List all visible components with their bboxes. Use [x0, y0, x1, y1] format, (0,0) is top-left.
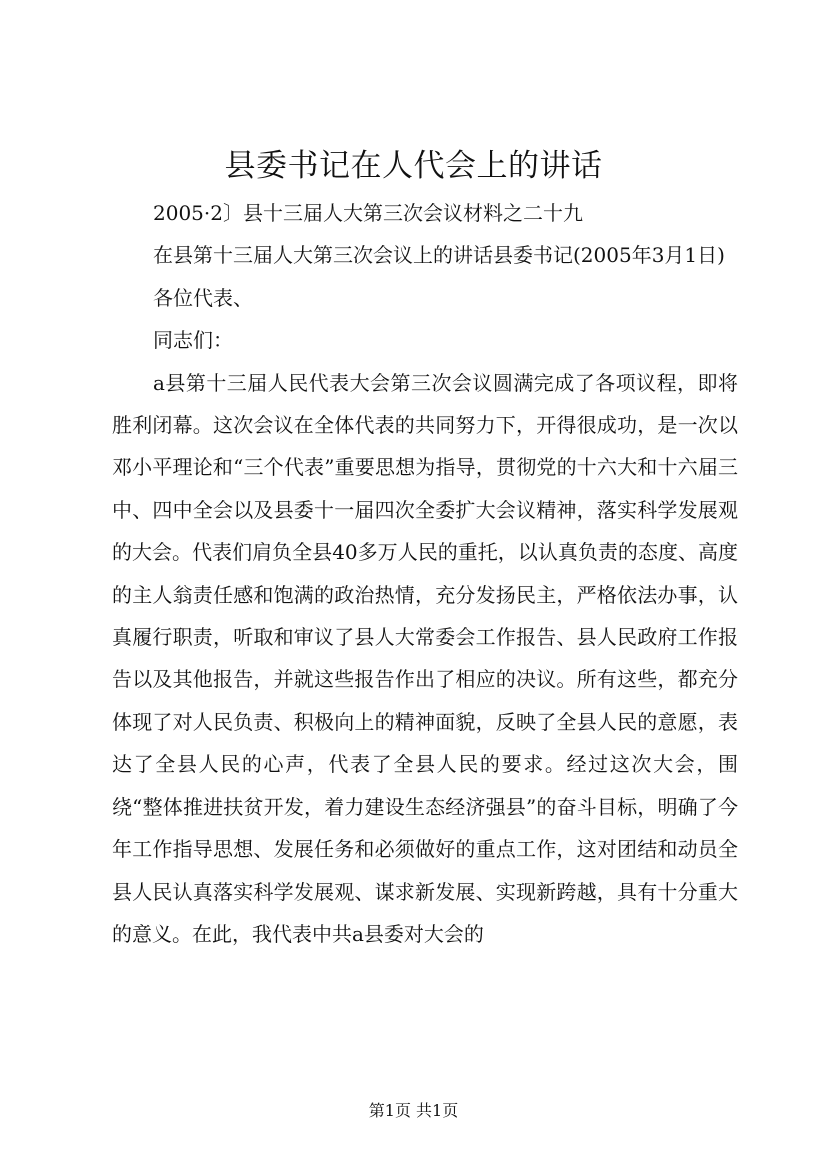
paragraph-salutation-delegates: 各位代表、 [153, 285, 253, 310]
paragraph-speech-heading: 在县第十三届人大第三次会议上的讲话县委书记(2005年3月1日) [153, 243, 725, 268]
document-body [112, 192, 738, 955]
paragraph-main-text: a县第十三届人民代表大会第三次会议圆满完成了各项议程，即将胜利闭幕。这次会议在全体代表的共同努力下，开得很成功，是一次以邓小平理论和“三个代表”重要思想为指导，贯彻党的十六大和十六届三中、四中全会以及县委十一届四次全委扩大会议精神，落实科学发展观的大会。代表们肩负全县40多万人民的重托，以认真负责的态度、高度的主人翁责任感和饱满的政治热情，充分发扬民主，严格依法办事，认真履行职责，听取和审议了县人大常委会工作报告、县人民政府工作报告以及其他报告，并就这些报告作出了相应的决议。所有这些，都充分体现了对人民负责、积极向上的精神面貌，反映了全县人民的意愿，表达了全县人民的心声，代表了全县人民的要求。经过这次大会，围绕“整体推进扶贫开发，着力建设生态经济强县”的奋斗目标，明确了今年工作指导思想、发展任务和必须做好的重点工作，这对团结和动员全县人民认真落实科学发展观、谋求新发展、实现新跨越，具有十分重大的意义。在此，我代表中共a县委对大会的 [112, 370, 738, 946]
paragraph-material-note: 2005·2〕县十三届人大第三次会议材料之二十九 [153, 201, 583, 225]
paragraph-salutation-comrades: 同志们： [153, 328, 233, 353]
page-number-footer: 第1页 共1页 [368, 1101, 459, 1120]
document-title: 县委书记在人代会上的讲话 [224, 148, 603, 184]
